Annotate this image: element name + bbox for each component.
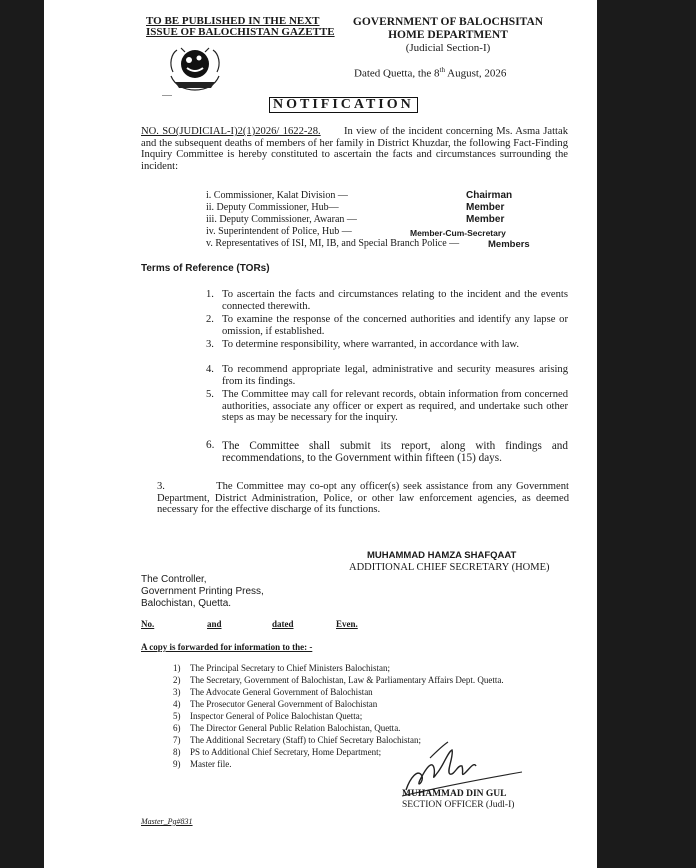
copy-item: Inspector General of Police Balochistan Quetta; xyxy=(190,711,363,721)
tor-item: To ascertain the facts and circumstances relating to the incident and the events connected therewith. xyxy=(222,289,568,312)
copy-item: The Additional Secretary (Staff) to Chief Secretary Balochistan; xyxy=(190,735,422,745)
member-role: Chairman xyxy=(466,190,513,201)
copy-number: 1) xyxy=(173,663,181,673)
signatory-name: MUHAMMAD HAMZA SHAFQAAT xyxy=(367,550,517,561)
member-role: Member-Cum-Secretary xyxy=(410,228,506,238)
endorsement-even: Even. xyxy=(336,619,358,629)
copy-number: 7) xyxy=(173,735,181,745)
gov-heading: GOVERNMENT OF BALOCHSITAN xyxy=(352,16,544,28)
tor-item: To recommend appropriate legal, administrative and security measures arising from its findings. xyxy=(222,364,568,387)
member-label: ii. Deputy Commissioner, Hub— xyxy=(206,202,339,213)
footer-reference: Master_Pg#831 xyxy=(141,817,193,826)
tor-item: To examine the response of the concerned authorities and identify any lapse or omission, if established. xyxy=(222,314,568,337)
paragraph-3: 3. The Committee may co-opt any officer(s) seek assistance from any Government Department, District Administration, Police, or other law enforcement agencies, as deemed necessary for the effective discharge of its functions. xyxy=(157,481,569,516)
copy-number: 9) xyxy=(173,759,181,769)
copy-item: PS to Additional Chief Secretary, Home Department; xyxy=(190,747,382,757)
section-officer-title: SECTION OFFICER (Judl-I) xyxy=(402,800,515,810)
reference-number: NO. SO(JUDICIAL-I)2(1)2026/ 1622-28. xyxy=(141,126,321,137)
endorsement-and: and xyxy=(207,619,222,629)
copy-number: 4) xyxy=(173,699,181,709)
tors-heading: Terms of Reference (TORs) xyxy=(141,263,270,274)
tor-item: The Committee may call for relevant records, obtain information from concerned authorities, associate any officer or expert as required, and undertake such other steps as may be necessary for the inquiry. xyxy=(222,389,568,424)
copy-number: 6) xyxy=(173,723,181,733)
member-label: iii. Deputy Commissioner, Awaran — xyxy=(206,214,357,225)
copy-item: The Director General Public Relation Balochistan, Quetta. xyxy=(190,723,401,733)
copy-item: The Secretary, Government of Balochistan, Law & Parliamentary Affairs Dept. Quetta. xyxy=(190,675,504,685)
dated-line: Dated Quetta, the 8th August, 2026 xyxy=(354,66,507,80)
member-role: Members xyxy=(488,239,530,250)
tor-number: 1. xyxy=(206,289,214,300)
tor-number: 6. xyxy=(206,439,215,451)
copy-heading: A copy is forwarded for information to the: - xyxy=(141,642,313,652)
copy-number: 8) xyxy=(173,747,181,757)
endorsement-no: No. xyxy=(141,619,155,629)
notification-title: NOTIFICATION xyxy=(269,97,418,113)
intro-paragraph: NO. SO(JUDICIAL-I)2(1)2026/ 1622-28. In view of the incident concerning Ms. Asma Jattak and the subsequent deaths of members of her family in District Khuzdar, the following Fact-Finding Inquiry Committee is hereby constituted to ascertain the facts and circumstances surrounding the incident: xyxy=(141,126,568,172)
copy-number: 5) xyxy=(173,711,181,721)
header-divider xyxy=(162,95,172,96)
endorsement-dated: dated xyxy=(272,619,294,629)
tor-number: 4. xyxy=(206,364,214,375)
copy-number: 3) xyxy=(173,687,181,697)
publish-notice-line1: TO BE PUBLISHED IN THE NEXT xyxy=(146,15,320,27)
section-officer-name: MUHAMMAD DIN GUL xyxy=(402,789,507,799)
copy-number: 2) xyxy=(173,675,181,685)
section-heading: (Judicial Section-I) xyxy=(405,42,491,54)
signatory-title: ADDITIONAL CHIEF SECRETARY (HOME) xyxy=(349,562,550,573)
tor-number: 5. xyxy=(206,389,214,400)
copy-item: The Prosecutor General Government of Balochistan xyxy=(190,699,378,709)
recipient-address: The Controller, Government Printing Press, Balochistan, Quetta. xyxy=(141,574,264,609)
member-label: i. Commissioner, Kalat Division — xyxy=(206,190,348,201)
department-heading: HOME DEPARTMENT xyxy=(388,29,508,41)
balochistan-emblem-icon xyxy=(167,42,223,94)
document-page xyxy=(44,0,597,868)
member-role: Member xyxy=(466,214,505,225)
copy-item: Master file. xyxy=(190,759,232,769)
copy-item: The Principal Secretary to Chief Ministers Balochistan; xyxy=(190,663,390,673)
member-label: iv. Superintendent of Police, Hub — xyxy=(206,226,352,237)
member-label: v. Representatives of ISI, MI, IB, and Special Branch Police — xyxy=(206,238,460,249)
tor-item: To determine responsibility, where warranted, in accordance with law. xyxy=(222,339,520,350)
member-role: Member xyxy=(466,202,505,213)
publish-notice-line2: ISSUE OF BALOCHISTAN GAZETTE xyxy=(146,26,335,38)
copy-item: The Advocate General Government of Balochistan xyxy=(190,687,373,697)
tor-number: 2. xyxy=(206,314,214,325)
tor-number: 3. xyxy=(206,339,214,350)
tor-item: The Committee shall submit its report, along with findings and recommendations, to the Government within fifteen (15) days. xyxy=(222,440,568,465)
